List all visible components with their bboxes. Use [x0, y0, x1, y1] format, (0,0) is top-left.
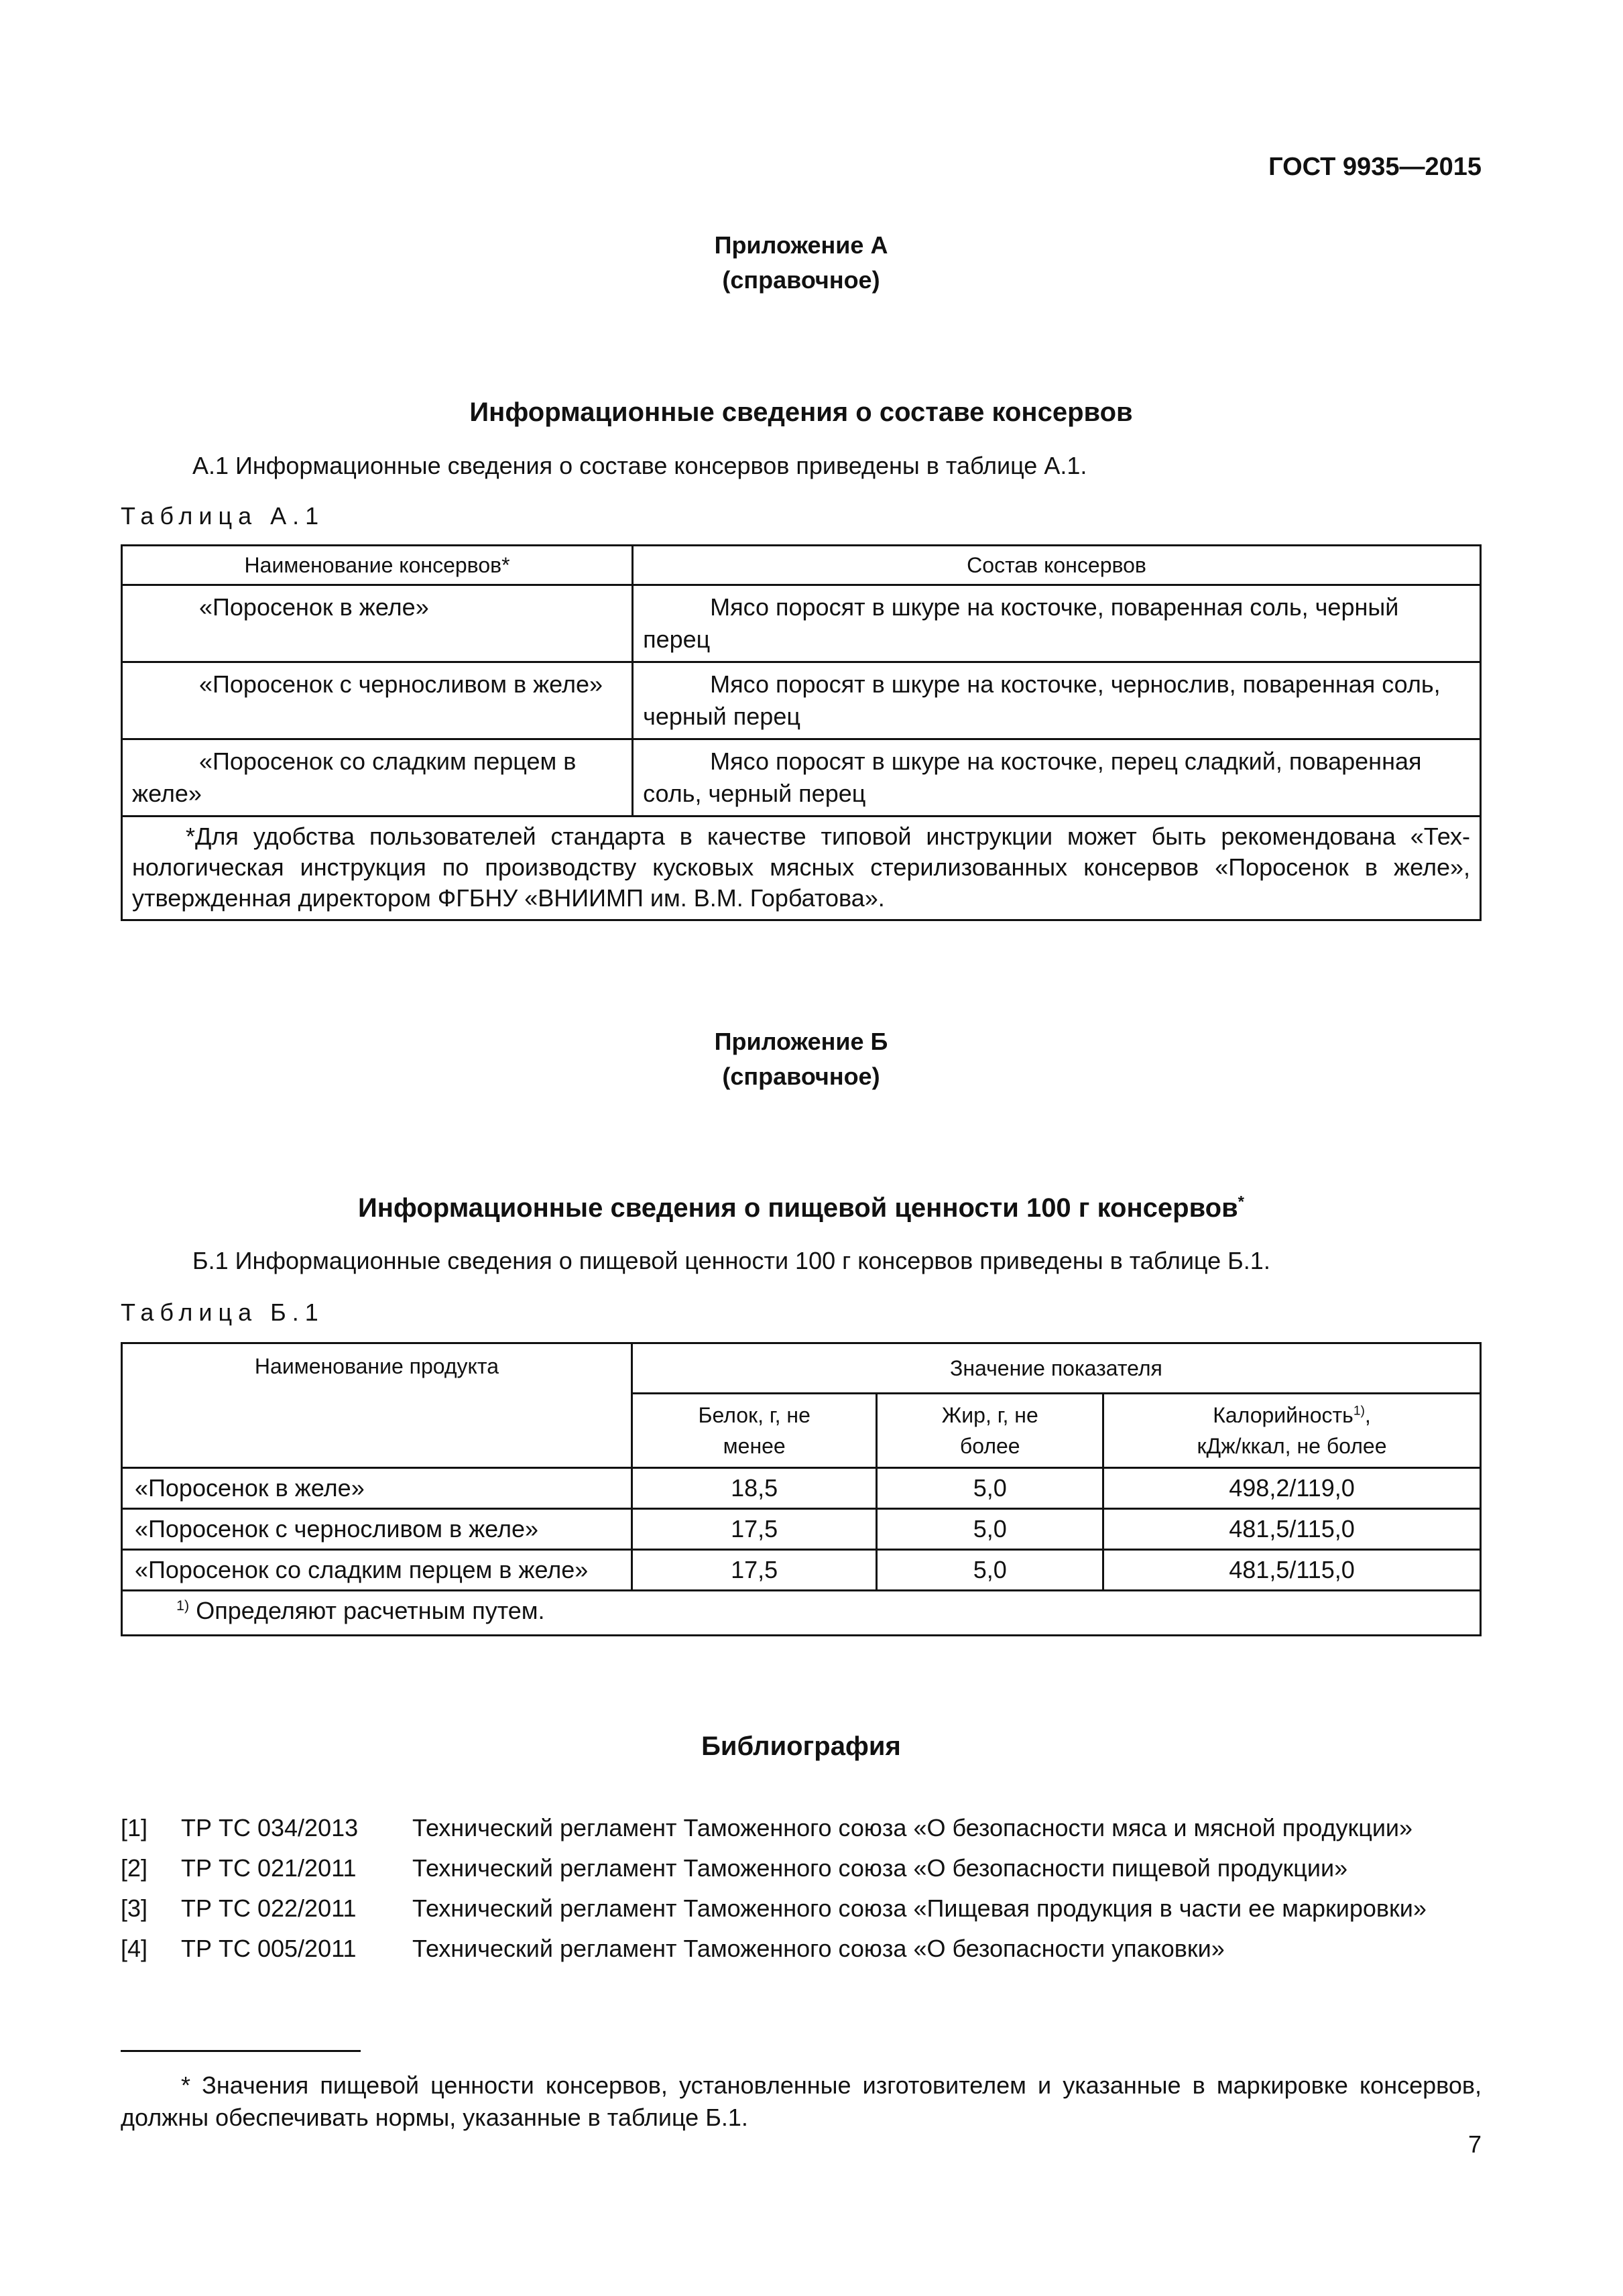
table-b1-cell-protein: 17,5: [632, 1509, 877, 1550]
bib-code: ТР ТС 005/2011: [181, 1935, 357, 1962]
appendix-a-name: Приложение А: [714, 231, 888, 259]
appendix-b-heading-mark: *: [1238, 1193, 1245, 1211]
table-b1-cell-protein: 18,5: [632, 1468, 877, 1509]
bib-number: [4]: [121, 1935, 148, 1962]
bib-text: Технический регламент Таможенного союза «Пищевая продукция в части ее маркировки»: [412, 1894, 1427, 1922]
table-b1-header-protein: Белок, г, не менее: [632, 1394, 877, 1468]
table-a1-note: *Для удобства пользователей стандарта в качестве типовой инструкции может быть рекомендована «Технологическая инструкция по производству кусковых мясных стерилизованных консервов «Поросенок в желе», утвержденная директором ФГБНУ «ВНИИМП им. В.М. Горбатова».: [122, 817, 1481, 920]
bib-number: [1]: [121, 1814, 148, 1841]
table-a1-cell-name: «Поросенок со сладким перцем в желе»: [122, 739, 633, 817]
table-a1-cell-composition: Мясо поросят в шкуре на косточке, поваренная соль, черный перец: [633, 585, 1481, 662]
bib-text: Технический регламент Таможенного союза «О безопасности пищевой продукции»: [412, 1854, 1348, 1882]
appendix-a-heading: Информационные сведения о составе консервов: [469, 398, 1133, 427]
table-row: [122, 585, 1481, 662]
table-a1-label: Таблица А.1: [121, 502, 325, 530]
footnote-divider: [121, 2050, 361, 2052]
appendix-b-intro: Б.1 Информационные сведения о пищевой ценности 100 г консервов приведены в таблице Б.1.: [192, 1247, 1270, 1274]
table-b1: [121, 1342, 1482, 1636]
table-row: [122, 1468, 1481, 1509]
table-row: [122, 739, 1481, 817]
page-number: 7: [1467, 2130, 1482, 2158]
table-b1-cell-calories: 498,2/119,0: [1103, 1468, 1481, 1509]
table-b1-label: Таблица Б.1: [121, 1298, 324, 1326]
table-row: [122, 1509, 1481, 1550]
appendix-b-heading: [121, 1193, 1482, 1223]
appendix-a-title: [121, 228, 1482, 298]
appendix-a-kind: (справочное): [722, 266, 880, 294]
bib-code: ТР ТС 022/2011: [181, 1894, 357, 1922]
table-b1-cell-calories: 481,5/115,0: [1103, 1550, 1481, 1591]
table-b1-cell-name: «Поросенок со сладким перцем в желе»: [122, 1550, 632, 1591]
table-a1-cell-name: «Поросенок с черносливом в желе»: [122, 662, 633, 739]
table-b1-cell-fat: 5,0: [877, 1509, 1103, 1550]
table-b1-header-calories: Калорийность$^{1)}$, кДж/ккал, не более: [1103, 1394, 1481, 1468]
appendix-b-title: [121, 1024, 1482, 1094]
table-b1-header-name: Наименование продукта: [122, 1343, 632, 1468]
table-row: [122, 662, 1481, 739]
bib-number: [2]: [121, 1854, 148, 1882]
bib-text: Технический регламент Таможенного союза «О безопасности мяса и мясной продукции»: [412, 1814, 1413, 1841]
bib-code: ТР ТС 021/2011: [181, 1854, 357, 1882]
table-b1-cell-name: «Поросенок в желе»: [122, 1468, 632, 1509]
table-a1: [121, 544, 1482, 921]
document-code: ГОСТ 9935—2015: [1268, 153, 1482, 181]
appendix-a-intro: А.1 Информационные сведения о составе консервов приведены в таблице А.1.: [192, 452, 1087, 479]
table-b1-cell-fat: 5,0: [877, 1468, 1103, 1509]
table-b1-cell-protein: 17,5: [632, 1550, 877, 1591]
table-b1-cell-calories: 481,5/115,0: [1103, 1509, 1481, 1550]
table-b1-header-fat: Жир, г, не более: [877, 1394, 1103, 1468]
table-row: [122, 1550, 1481, 1591]
table-a1-header-composition: Состав консервов: [633, 546, 1481, 585]
table-b1-cell-name: «Поросенок с черносливом в желе»: [122, 1509, 632, 1550]
bib-text: Технический регламент Таможенного союза «О безопасности упаковки»: [412, 1935, 1225, 1962]
appendix-b-name: Приложение Б: [714, 1028, 888, 1055]
table-b1-cell-fat: 5,0: [877, 1550, 1103, 1591]
page-footnote: * Значения пищевой ценности консервов, установленные изготовителем и указанные в маркировке консервов, должны обеспечивать нормы, указанные в таблице Б.1.: [121, 2071, 1482, 2131]
table-a1-header-name: Наименование консервов*: [122, 546, 633, 585]
table-b1-header-group: Значение показателя: [632, 1343, 1480, 1394]
table-b1-footnote: $^{1)}$ Определяют расчетным путем.: [122, 1591, 1481, 1636]
bib-number: [3]: [121, 1894, 148, 1922]
table-a1-cell-composition: Мясо поросят в шкуре на косточке, перец сладкий, поваренная соль, черный перец: [633, 739, 1481, 817]
table-a1-cell-composition: Мясо поросят в шкуре на косточке, чернослив, поваренная соль, черный перец: [633, 662, 1481, 739]
table-a1-cell-name: «Поросенок в желе»: [122, 585, 633, 662]
bib-code: ТР ТС 034/2013: [181, 1814, 359, 1841]
appendix-b-kind: (справочное): [722, 1063, 880, 1090]
appendix-b-heading-text: Информационные сведения о пищевой ценности 100 г консервов: [357, 1193, 1238, 1223]
bibliography-title: Библиография: [701, 1732, 901, 1761]
